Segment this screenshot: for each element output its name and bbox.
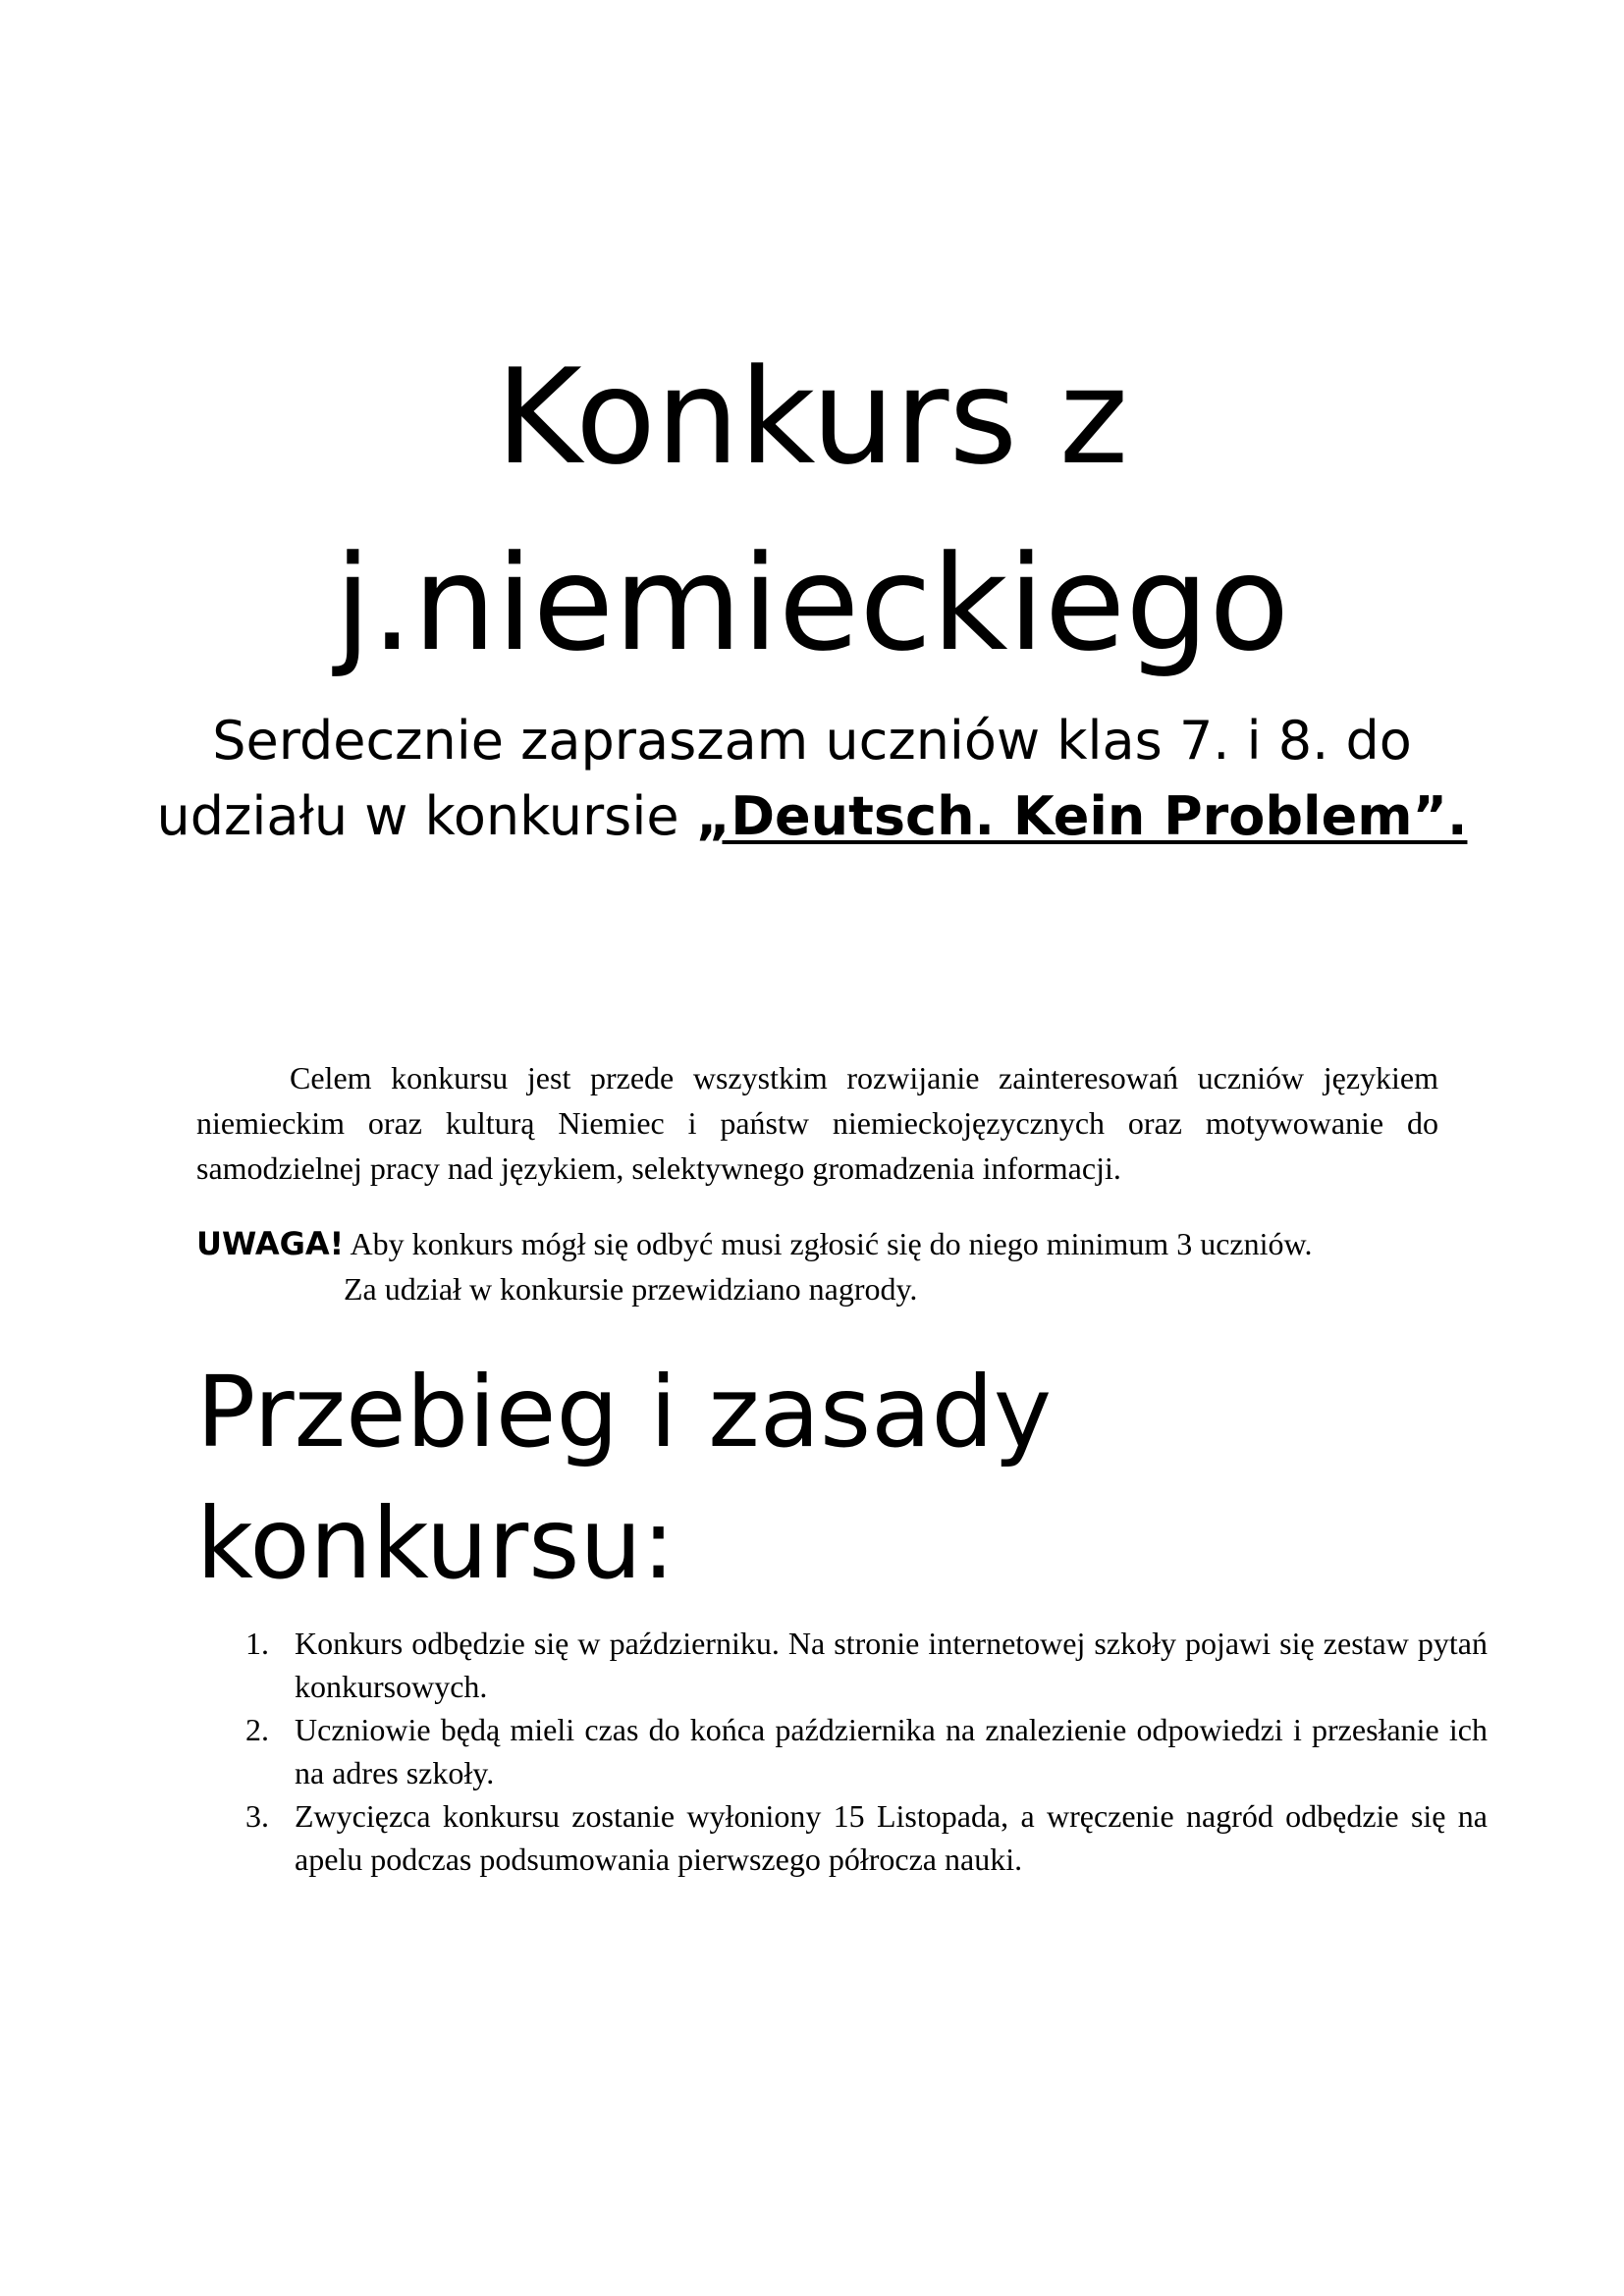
- warning-text: Aby konkurs mógł się odbyć musi zgłosić się do niego minimum 3 uczniów.: [344, 1226, 1313, 1261]
- invitation-paragraph: [147, 703, 1477, 854]
- list-item-text: Zwycięzca konkursu zostanie wyłoniony 15 Listopada, a wręczenie nagród odbędzie się na apelu podczas podsumowania pierwszego półrocza nauki.: [295, 1798, 1488, 1877]
- list-item: [245, 1622, 1488, 1708]
- intro-paragraph: Celem konkursu jest przede wszystkim rozwijanie zainteresowań uczniów językiem niemieckim oraz kulturą Niemiec i państw niemieckojęzycznych oraz motywowanie do samodzielnej pracy nad językiem, selektywnego gromadzenia informacji.: [196, 1060, 1438, 1186]
- list-item-number: 1.: [245, 1626, 269, 1661]
- list-item: [245, 1708, 1488, 1794]
- list-item: [245, 1794, 1488, 1881]
- rules-heading-line-1: Przebieg i zasady: [196, 1355, 1053, 1469]
- list-item-number: 2.: [245, 1712, 269, 1747]
- warning-paragraph: [196, 1221, 1438, 1311]
- prizes-note: Za udział w konkursie przewidziano nagrody.: [344, 1271, 918, 1307]
- page-title: [147, 324, 1477, 697]
- page-title-line-1: Konkurs z: [495, 341, 1129, 494]
- rules-heading-line-2: konkursu:: [196, 1486, 676, 1601]
- list-item-text: Uczniowie będą mieli czas do końca października na znalezienie odpowiedzi i przesłanie ich na adres szkoły.: [295, 1712, 1488, 1790]
- warning-label: UWAGA!: [196, 1225, 345, 1262]
- rules-list: [245, 1622, 1488, 1881]
- page-title-line-2: j.niemieckiego: [334, 527, 1290, 680]
- contest-name: „Deutsch. Kein Problem”.: [695, 785, 1468, 847]
- list-item-number: 3.: [245, 1798, 269, 1834]
- rules-heading: [196, 1347, 1473, 1610]
- list-item-text: Konkurs odbędzie się w październiku. Na stronie internetowej szkoły pojawi się zestaw pytań konkursowych.: [295, 1626, 1488, 1704]
- invitation-text: Serdecznie zapraszam uczniów klas 7. i 8. do udziału w konkursie: [156, 710, 1412, 847]
